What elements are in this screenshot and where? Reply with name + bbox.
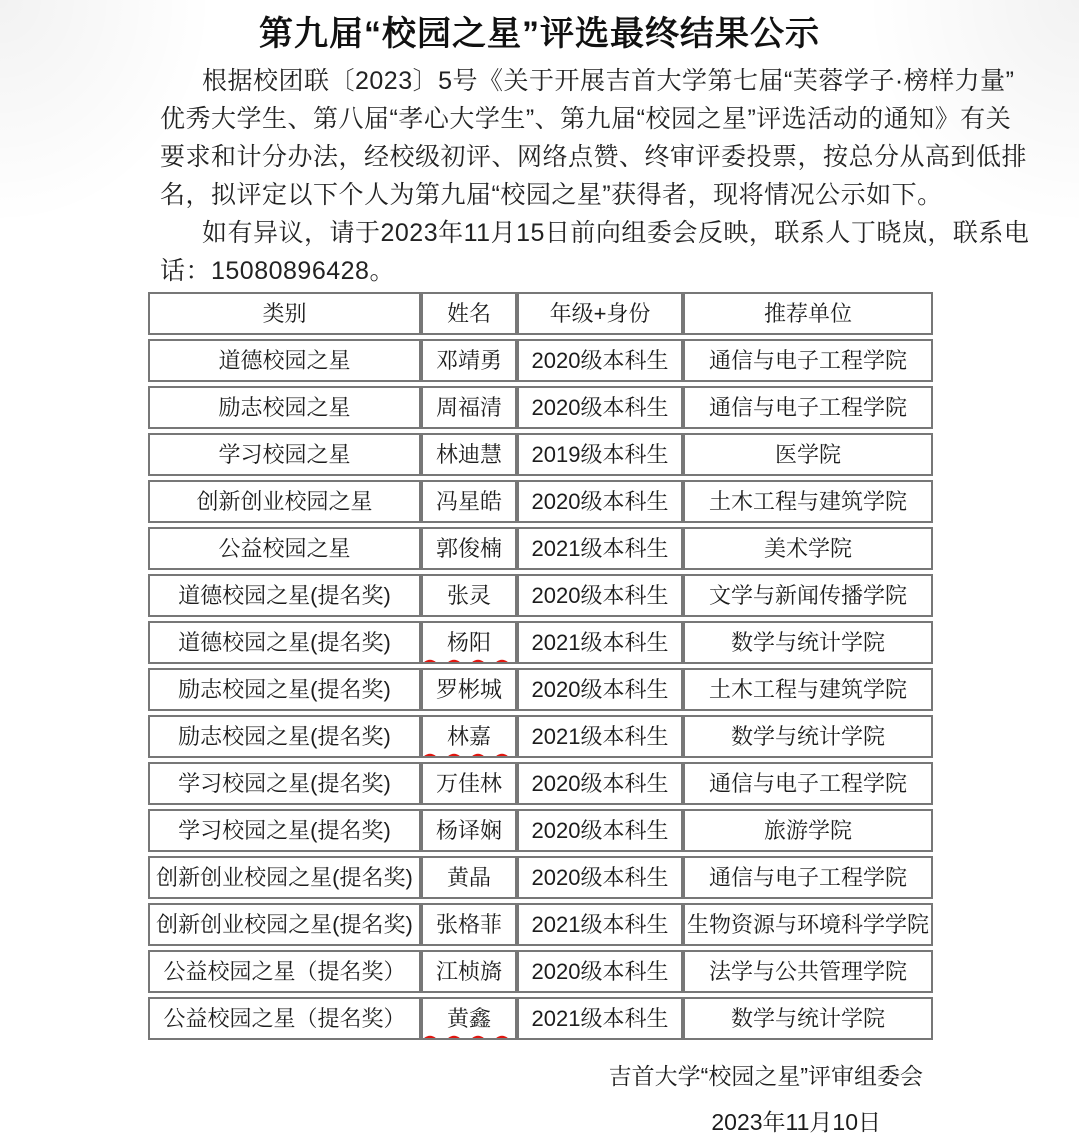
grade-text: 2020级本科生 (531, 959, 669, 984)
cell-unit (683, 903, 933, 946)
table-row (148, 339, 933, 382)
category-text: 励志校园之星 (218, 395, 351, 420)
name-text: 张灵 (446, 583, 491, 608)
intro-paragraph (160, 62, 1029, 214)
text-line: 要求和计分办法，经校级初评、网络点赞、终审评委投票，按总分从高到低排 (160, 143, 1028, 171)
unit-text: 数学与统计学院 (730, 724, 885, 749)
results-table-header (148, 292, 933, 335)
table-row (148, 668, 933, 711)
grade-text: 2020级本科生 (531, 489, 669, 514)
cell-category (148, 574, 421, 617)
red-wavy-underline (421, 751, 517, 758)
cell-name (421, 856, 517, 899)
table-row (148, 997, 933, 1040)
category-text: 创新创业校园之星 (196, 489, 373, 514)
table-row (148, 386, 933, 429)
cell-category (148, 480, 421, 523)
name-text: 郭俊楠 (435, 536, 502, 561)
cell-name (421, 386, 517, 429)
table-row (148, 950, 933, 993)
name-text: 黄晶 (446, 865, 491, 890)
table-row (148, 621, 933, 664)
category-text: 学习校园之星(提名奖) (178, 771, 391, 796)
category-text: 公益校园之星 (218, 536, 351, 561)
unit-text: 旅游学院 (763, 818, 852, 843)
contact-paragraph (160, 214, 1029, 290)
cell-name (421, 480, 517, 523)
col-header-category: 类别 (148, 292, 421, 335)
unit-text: 通信与电子工程学院 (708, 771, 907, 796)
grade-text: 2020级本科生 (531, 677, 669, 702)
cell-name (421, 668, 517, 711)
name-text: 周福清 (435, 395, 502, 420)
category-text: 励志校园之星(提名奖) (178, 724, 391, 749)
category-text: 道德校园之星(提名奖) (178, 630, 391, 655)
table-row (148, 762, 933, 805)
table-row (148, 856, 933, 899)
text-line: 根据校团联〔2023〕5号《关于开展吉首大学第七届“芙蓉学子·榜样力量” (202, 67, 1015, 95)
cell-name (421, 903, 517, 946)
name-text: 万佳林 (435, 771, 502, 796)
cell-grade (517, 339, 683, 382)
cell-unit (683, 480, 933, 523)
cell-name (421, 950, 517, 993)
cell-grade (517, 433, 683, 476)
page-title: 第九届“校园之星”评选最终结果公示 (259, 15, 820, 53)
col-header-grade: 年级+身份 (517, 292, 683, 335)
cell-category (148, 527, 421, 570)
name-text: 罗彬城 (435, 677, 502, 702)
grade-text: 2021级本科生 (531, 912, 669, 937)
cell-name (421, 621, 517, 664)
signature-org: 吉首大学“校园之星”评审组委会 (608, 1063, 923, 1089)
cell-unit (683, 950, 933, 993)
cell-grade (517, 668, 683, 711)
cell-name (421, 809, 517, 852)
name-text: 林嘉 (446, 724, 491, 749)
cell-unit (683, 668, 933, 711)
body-text (160, 62, 1029, 290)
cell-grade (517, 997, 683, 1040)
category-text: 公益校园之星（提名奖） (163, 959, 406, 984)
table-row (148, 809, 933, 852)
cell-category (148, 997, 421, 1040)
unit-text: 法学与公共管理学院 (708, 959, 907, 984)
grade-text: 2021级本科生 (531, 1006, 669, 1031)
grade-text: 2020级本科生 (531, 348, 669, 373)
unit-text: 美术学院 (763, 536, 852, 561)
unit-text: 通信与电子工程学院 (708, 348, 907, 373)
cell-grade (517, 950, 683, 993)
cell-category (148, 715, 421, 758)
cell-grade (517, 762, 683, 805)
cell-unit (683, 527, 933, 570)
table-row (148, 527, 933, 570)
red-wavy-underline (421, 1033, 517, 1040)
cell-unit (683, 715, 933, 758)
cell-grade (517, 386, 683, 429)
cell-category (148, 668, 421, 711)
table-row (148, 574, 933, 617)
name-text: 冯星皓 (435, 489, 502, 514)
grade-text: 2020级本科生 (531, 818, 669, 843)
category-text: 创新创业校园之星(提名奖) (156, 865, 413, 890)
cell-grade (517, 574, 683, 617)
cell-unit (683, 856, 933, 899)
cell-unit (683, 339, 933, 382)
results-table-body (148, 339, 933, 1040)
grade-text: 2020级本科生 (531, 865, 669, 890)
cell-grade (517, 527, 683, 570)
red-wavy-underline (421, 657, 517, 664)
grade-text: 2019级本科生 (531, 442, 669, 467)
cell-grade (517, 809, 683, 852)
unit-text: 医学院 (774, 442, 841, 467)
cell-unit (683, 762, 933, 805)
table-row (148, 715, 933, 758)
unit-text: 数学与统计学院 (730, 630, 885, 655)
cell-unit (683, 621, 933, 664)
unit-text: 文学与新闻传播学院 (708, 583, 907, 608)
name-text: 杨阳 (446, 630, 491, 655)
unit-text: 通信与电子工程学院 (708, 395, 907, 420)
cell-name (421, 527, 517, 570)
cell-grade (517, 715, 683, 758)
cell-name (421, 715, 517, 758)
table-row (148, 433, 933, 476)
grade-text: 2021级本科生 (531, 630, 669, 655)
name-text: 杨译娴 (435, 818, 502, 843)
cell-grade (517, 480, 683, 523)
cell-name (421, 762, 517, 805)
col-header-unit: 推荐单位 (683, 292, 933, 335)
cell-grade (517, 856, 683, 899)
unit-text: 土木工程与建筑学院 (708, 489, 907, 514)
category-text: 创新创业校园之星(提名奖) (156, 912, 413, 937)
cell-unit (683, 386, 933, 429)
grade-text: 2021级本科生 (531, 536, 669, 561)
text-line: 优秀大学生、第八届“孝心大学生”、第九届“校园之星”评选活动的通知》有关 (160, 105, 1012, 133)
cell-category (148, 950, 421, 993)
cell-category (148, 856, 421, 899)
grade-text: 2020级本科生 (531, 771, 669, 796)
grade-text: 2020级本科生 (531, 395, 669, 420)
cell-unit (683, 433, 933, 476)
category-text: 学习校园之星 (218, 442, 351, 467)
text-line: 话：15080896428。 (160, 257, 395, 285)
cell-grade (517, 621, 683, 664)
category-text: 学习校园之星(提名奖) (178, 818, 391, 843)
cell-category (148, 433, 421, 476)
cell-name (421, 339, 517, 382)
table-row (148, 903, 933, 946)
category-text: 励志校园之星(提名奖) (178, 677, 391, 702)
cell-grade (517, 903, 683, 946)
grade-text: 2021级本科生 (531, 724, 669, 749)
name-text: 江桢旖 (435, 959, 502, 984)
unit-text: 数学与统计学院 (730, 1006, 885, 1031)
name-text: 黄鑫 (446, 1006, 491, 1031)
cell-unit (683, 574, 933, 617)
category-text: 道德校园之星 (218, 348, 351, 373)
cell-unit (683, 997, 933, 1040)
name-text: 张格菲 (435, 912, 502, 937)
unit-text: 生物资源与环境科学学院 (687, 912, 930, 937)
cell-category (148, 809, 421, 852)
cell-unit (683, 809, 933, 852)
cell-name (421, 574, 517, 617)
name-text: 林迪慧 (435, 442, 502, 467)
table-row (148, 480, 933, 523)
header-row (148, 292, 933, 335)
category-text: 道德校园之星(提名奖) (178, 583, 391, 608)
category-text: 公益校园之星（提名奖） (163, 1006, 406, 1031)
grade-text: 2020级本科生 (531, 583, 669, 608)
cell-name (421, 433, 517, 476)
signature-date: 2023年11月10日 (711, 1109, 881, 1135)
col-header-name: 姓名 (421, 292, 517, 335)
cell-name (421, 997, 517, 1040)
cell-category (148, 339, 421, 382)
text-line: 名，拟评定以下个人为第九届“校园之星”获得者，现将情况公示如下。 (160, 181, 943, 209)
unit-text: 土木工程与建筑学院 (708, 677, 907, 702)
cell-category (148, 762, 421, 805)
text-line: 如有异议，请于2023年11月15日前向组委会反映，联系人丁晓岚，联系电 (202, 219, 1030, 247)
unit-text: 通信与电子工程学院 (708, 865, 907, 890)
cell-category (148, 903, 421, 946)
cell-category (148, 386, 421, 429)
cell-category (148, 621, 421, 664)
name-text: 邓靖勇 (435, 348, 502, 373)
results-table (148, 288, 933, 1044)
